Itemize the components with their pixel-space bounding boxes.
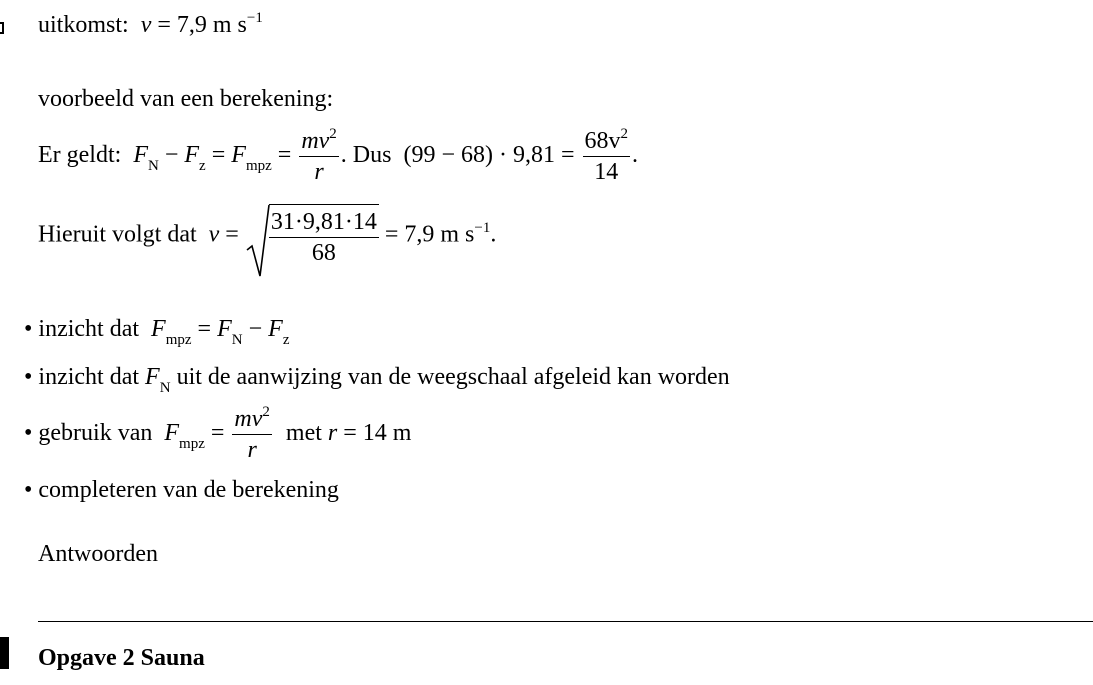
frac-exp: 2 bbox=[262, 404, 270, 420]
minus-sign: − bbox=[158, 142, 185, 169]
force-centripetal-sub: mpz bbox=[179, 436, 205, 453]
bullet-item: • inzicht dat $F_{mpz} = F_N - F_z$ bbox=[24, 316, 290, 348]
frac-numerator: mv bbox=[301, 128, 330, 154]
eq2-lead: Hieruit volgt dat bbox=[38, 221, 197, 248]
eq1-lead: Er geldt: bbox=[38, 142, 122, 169]
force-gravity-sub: z bbox=[199, 158, 206, 175]
result-label: uitkomst: bbox=[38, 12, 129, 38]
radius-value: = 14 m bbox=[337, 420, 412, 447]
fraction-68v2-14 bbox=[583, 126, 631, 187]
fraction-mv2-r bbox=[299, 126, 338, 187]
bullet-item: • completeren van de berekening bbox=[24, 477, 339, 503]
bullet-text: inzicht dat bbox=[38, 316, 140, 342]
fraction-mv2-r bbox=[232, 404, 271, 465]
radical-sign-icon bbox=[245, 204, 271, 278]
period: . bbox=[490, 221, 497, 248]
result-exp: −1 bbox=[474, 219, 491, 236]
frac2-numerator: 68v bbox=[584, 128, 621, 154]
result-var: v bbox=[140, 12, 152, 38]
bullet-text: completeren van de berekening bbox=[38, 477, 339, 503]
force-centripetal: F bbox=[151, 316, 166, 342]
radius-var: r bbox=[327, 420, 338, 447]
force-normal: F bbox=[133, 142, 148, 169]
force-centripetal-sub: mpz bbox=[165, 332, 192, 348]
dus-text: . Dus bbox=[340, 142, 392, 169]
force-centripetal-sub: mpz bbox=[245, 158, 272, 175]
bullet-item: • gebruik van $F_{mpz}$ = $\frac{mv^2}{r}$ met r = 14 m bbox=[24, 404, 412, 463]
equation-line-1 bbox=[38, 126, 638, 187]
result-value: = 7,9 m s bbox=[151, 12, 247, 38]
velocity-result: = 7,9 m s bbox=[378, 221, 475, 248]
checkbox-marker bbox=[0, 22, 4, 34]
numeric-expression: (99 − 68) · 9,81 = bbox=[403, 142, 575, 169]
force-normal: F bbox=[217, 316, 232, 342]
equals-sign: = bbox=[219, 221, 239, 248]
frac2-exp: 2 bbox=[620, 126, 629, 142]
equals-sign: = bbox=[271, 142, 298, 169]
force-normal-sub: N bbox=[159, 380, 171, 396]
equation-line-2 bbox=[38, 204, 496, 268]
section-marker bbox=[0, 637, 9, 669]
force-normal-sub: N bbox=[231, 332, 243, 348]
square-root bbox=[245, 204, 379, 268]
force-normal-sub: N bbox=[147, 158, 159, 175]
period: . bbox=[632, 142, 639, 169]
force-gravity-sub: z bbox=[282, 332, 290, 348]
example-heading: voorbeeld van een berekening: bbox=[38, 86, 334, 112]
bullet-text: inzicht dat bbox=[38, 364, 140, 390]
bullet-text: gebruik van bbox=[38, 420, 153, 447]
result-line bbox=[38, 12, 263, 39]
radicand-denominator: 68 bbox=[311, 240, 336, 266]
force-centripetal: F bbox=[231, 142, 246, 169]
frac2-denominator: 14 bbox=[594, 159, 619, 185]
force-centripetal: F bbox=[164, 420, 180, 447]
divider bbox=[38, 621, 1093, 622]
frac-exp: 2 bbox=[329, 126, 337, 142]
force-gravity: F bbox=[184, 142, 200, 169]
frac-numerator: mv bbox=[234, 406, 263, 432]
frac-denominator: r bbox=[314, 159, 324, 185]
bullet-rest: uit de aanwijzing van de weegschaal afgeleid kan worden bbox=[170, 364, 730, 390]
antwoorden-link[interactable]: Antwoorden bbox=[38, 541, 158, 567]
result-exp: −1 bbox=[246, 10, 263, 26]
section-title: Opgave 2 Sauna bbox=[38, 645, 205, 671]
force-normal: F bbox=[145, 364, 160, 390]
bullet-rest: met bbox=[279, 420, 322, 447]
bullet-item: • inzicht dat $F_N$ uit de aanwijzing van de weegschaal afgeleid kan worden bbox=[24, 364, 730, 396]
velocity-var: v bbox=[208, 221, 220, 248]
equals-sign: = bbox=[205, 142, 232, 169]
radicand-numerator: 31·9,81·14 bbox=[269, 207, 379, 238]
frac-denominator: r bbox=[247, 437, 257, 463]
force-gravity: F bbox=[268, 316, 283, 342]
